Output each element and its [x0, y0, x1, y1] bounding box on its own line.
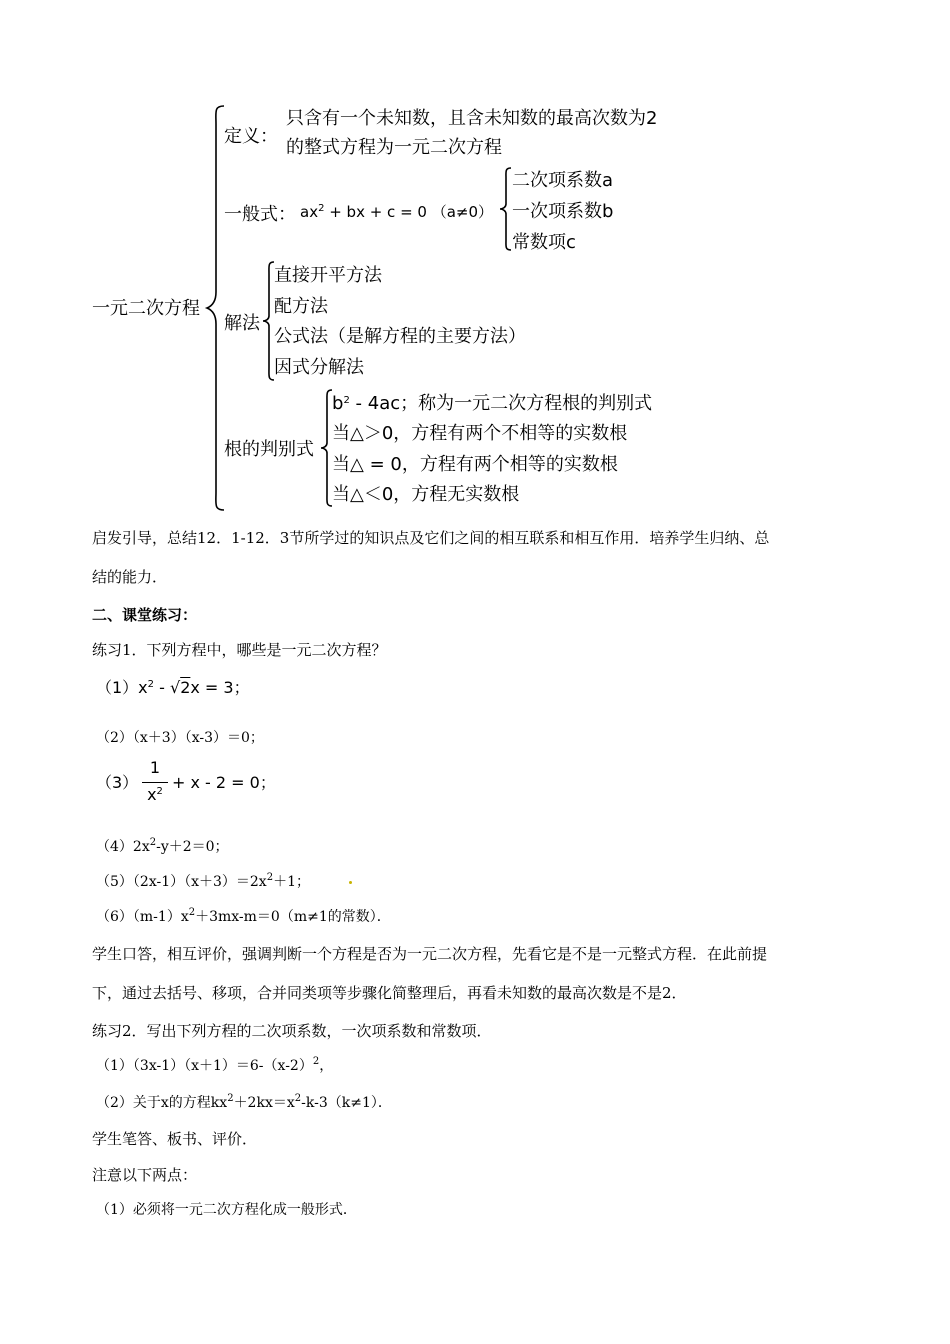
definition-label: 定义：	[224, 126, 278, 147]
method-factoring: 因式分解法	[274, 357, 364, 378]
discriminant-definition: $b^2 - 4ac$；称为一元二次方程根的判别式	[332, 393, 653, 414]
method-complete-square: 配方法	[274, 296, 328, 317]
exercise-2-item-1: $(1)(3x-1)(x+1)=6-(x-2)^2$，	[96, 1056, 334, 1074]
fraction-denominator: $x^2$	[147, 785, 163, 804]
general-form-brace	[499, 166, 513, 252]
main-brace	[206, 104, 226, 512]
note-item-1: （1）必须将一元二次方程化成一般形式．	[96, 1202, 357, 1218]
methods-label: 解法	[224, 313, 260, 334]
method-formula: 公式法（是解方程的主要方法）	[274, 326, 526, 347]
coef-quadratic: 二次项系数a	[512, 170, 614, 191]
general-form-label: 一般式：	[224, 204, 296, 225]
answer-1-line-2: 下，通过去括号、移项，合并同类项等步骤化简整理后，再看未知数的最高次数是不是2．	[92, 984, 687, 1002]
note-title: 注意以下两点：	[92, 1166, 198, 1184]
coef-constant: 常数项c	[512, 232, 576, 253]
exercise-1-item-2: （2）（x＋3）（x-3）＝0；	[96, 730, 264, 746]
exercise-1-item-4: $(4)2x^2-y+2=0$；	[96, 837, 229, 855]
discriminant-zero: 当△ = 0，方程有两个相等的实数根	[332, 454, 618, 475]
method-direct-sqrt: 直接开平方法	[274, 265, 382, 286]
exercise-1-item-1: $(1)x^2 - √2x = 3$；	[96, 678, 250, 697]
discriminant-positive: 当△＞0，方程有两个不相等的实数根	[332, 423, 628, 444]
discriminant-label: 根的判别式	[224, 439, 314, 460]
intro-line-2: 结的能力．	[92, 568, 168, 586]
fraction-numerator: 1	[149, 758, 161, 777]
general-form-formula: $ax^2$ + bx + c = 0 （a≠0）	[300, 203, 494, 221]
definition-line-1: 只含有一个未知数，且含未知数的最高次数为2	[286, 108, 658, 129]
discriminant-negative: 当△＜0，方程无实数根	[332, 484, 520, 505]
exercise-1-title: 练习1．下列方程中，哪些是一元二次方程？	[92, 641, 387, 659]
exercise-1-item-3-rest: + x - 2 = 0；	[172, 773, 276, 792]
exercise-2-item-2: （2）关于x的方程$kx^2+2kx=x^2-k-3(k\ne 1)$．	[96, 1093, 392, 1111]
answer-1-line-1: 学生口答，相互评价，强调判断一个方程是否为一元二次方程，先看它是不是一元整式方程．在此前提	[92, 945, 768, 963]
edit-mark	[349, 881, 352, 884]
exercise-1-item-6: $(6)(m-1)x^2+3mx-m=0(m\ne 1$的常数）．	[96, 907, 391, 925]
exercise-1-item-3-prefix: （3）	[96, 773, 139, 792]
section-heading: 二、课堂练习：	[92, 606, 198, 624]
answer-2: 学生笔答、板书、评价．	[92, 1130, 258, 1148]
fraction-bar	[142, 782, 168, 783]
coef-linear: 一次项系数b	[512, 201, 614, 222]
sqrt-symbol: √	[169, 678, 181, 697]
exercise-2-title: 练习2．写出下列方程的二次项系数，一次项系数和常数项．	[92, 1022, 492, 1040]
exercise-1-item-5: $(5)(2x-1)(x+3)=2x^2+1$；	[96, 872, 311, 890]
intro-line-1: 启发引导，总结12．1-12．3节所学过的知识点及它们之间的相互联系和相互作用．培养学生归纳、总	[92, 529, 770, 547]
diagram-root-label: 一元二次方程	[92, 298, 200, 319]
definition-line-2: 的整式方程为一元二次方程	[286, 137, 502, 158]
